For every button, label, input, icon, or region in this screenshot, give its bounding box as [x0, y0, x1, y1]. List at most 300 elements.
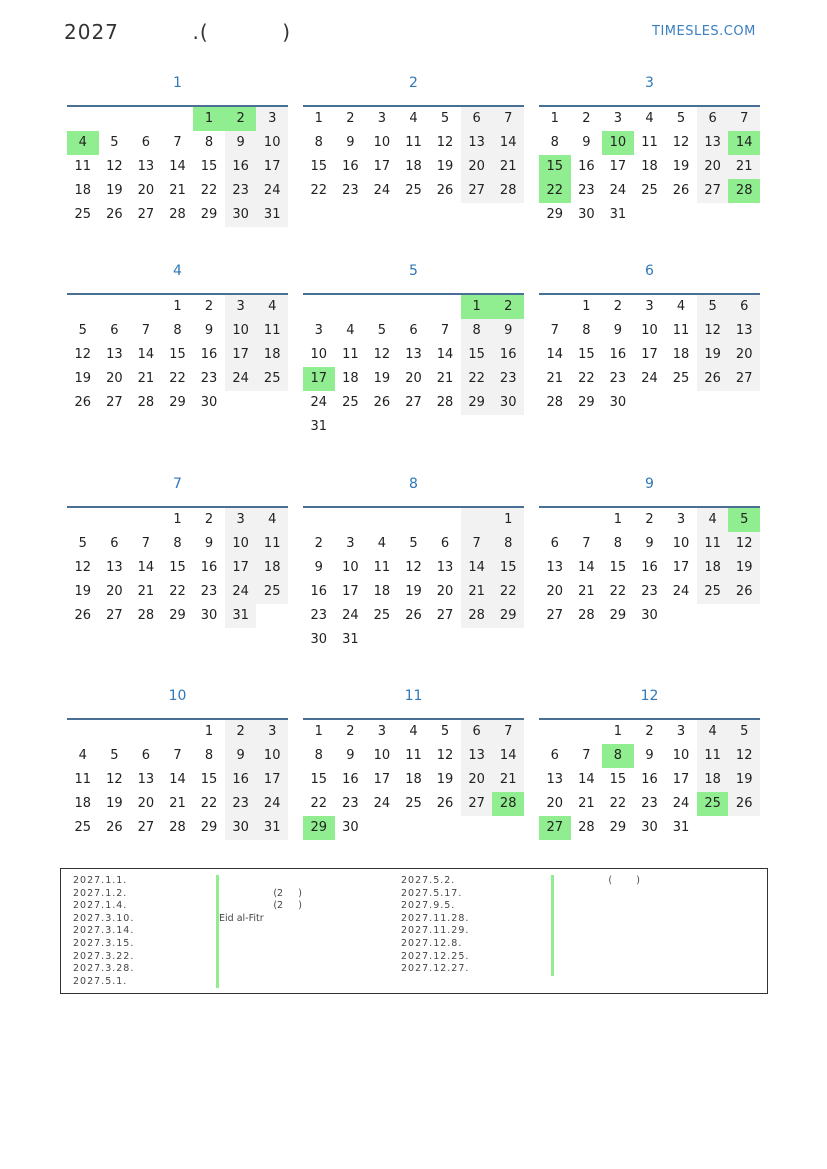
day-cell[interactable]: 30 [200, 608, 218, 623]
day-cell[interactable]: 9 [204, 536, 214, 551]
day-cell[interactable]: 15 [200, 772, 218, 787]
day-cell[interactable]: 22 [169, 584, 186, 599]
day-cell[interactable]: 22 [200, 183, 218, 198]
day-cell[interactable]: 4 [346, 323, 355, 338]
day-cell[interactable]: 19 [106, 183, 123, 198]
day-cell[interactable]: 2 [314, 536, 323, 551]
day-cell[interactable]: 29 [546, 207, 564, 222]
day-cell[interactable]: 5 [440, 724, 450, 739]
day-cell[interactable]: 9 [225, 131, 257, 155]
day-cell[interactable]: 4 [676, 299, 686, 314]
day-cell[interactable]: 26 [697, 367, 729, 391]
day-cell[interactable]: 1 [613, 724, 623, 739]
day-cell[interactable]: 26 [106, 820, 123, 835]
day-cell[interactable]: 3 [377, 724, 387, 739]
day-cell[interactable]: 19 [672, 159, 690, 174]
day-cell[interactable]: 1 [582, 299, 591, 314]
day-cell[interactable]: 10 [672, 748, 690, 763]
day-cell[interactable]: 26 [436, 796, 454, 811]
day-cell[interactable]: 21 [728, 155, 760, 179]
day-cell[interactable]: 28 [137, 395, 155, 410]
day-cell[interactable]: 1 [173, 512, 182, 527]
day-cell[interactable]: 30 [225, 203, 257, 227]
day-cell[interactable]: 23 [641, 796, 658, 811]
day-cell[interactable]: 9 [346, 748, 355, 763]
day-cell[interactable]: 8 [492, 532, 524, 556]
day-cell[interactable]: 4 [697, 720, 729, 744]
day-cell[interactable]: 19 [728, 556, 760, 580]
day-cell[interactable]: 14 [169, 159, 186, 174]
day-cell[interactable]: 13 [106, 347, 123, 362]
day-cell[interactable]: 21 [546, 371, 564, 386]
day-cell[interactable]: 25 [74, 820, 92, 835]
day-cell[interactable]: 17 [256, 155, 288, 179]
day-cell[interactable]: 29 [200, 207, 218, 222]
day-cell[interactable]: 16 [641, 772, 658, 787]
day-cell[interactable]: 23 [342, 796, 359, 811]
day-cell[interactable]: 3 [314, 323, 323, 338]
day-cell[interactable]: 2 [204, 512, 214, 527]
day-cell[interactable]: 3 [225, 508, 257, 532]
day-cell[interactable]: 12 [728, 532, 760, 556]
day-cell[interactable]: 12 [436, 748, 454, 763]
day-cell[interactable]: 13 [546, 560, 564, 575]
day-cell[interactable]: 4 [256, 508, 288, 532]
day-cell[interactable]: 25 [74, 207, 92, 222]
day-cell[interactable]: 4 [67, 131, 99, 155]
day-cell[interactable]: 2 [225, 107, 257, 131]
day-cell[interactable]: 29 [609, 820, 627, 835]
day-cell[interactable]: 27 [137, 207, 155, 222]
day-cell[interactable]: 2 [204, 299, 214, 314]
day-cell[interactable]: 24 [373, 183, 391, 198]
day-cell[interactable]: 30 [310, 632, 328, 647]
day-cell[interactable]: 23 [641, 584, 658, 599]
day-cell[interactable]: 30 [200, 395, 218, 410]
day-cell[interactable]: 14 [578, 772, 595, 787]
day-cell[interactable]: 6 [550, 748, 559, 763]
day-cell[interactable]: 21 [461, 580, 493, 604]
day-cell[interactable]: 15 [200, 159, 218, 174]
day-cell[interactable]: 17 [609, 159, 627, 174]
day-cell[interactable]: 16 [342, 772, 359, 787]
day-cell[interactable]: 31 [609, 207, 627, 222]
day-cell[interactable]: 25 [672, 371, 690, 386]
day-cell[interactable]: 8 [314, 748, 323, 763]
day-cell[interactable]: 29 [461, 391, 493, 415]
day-cell[interactable]: 15 [609, 560, 627, 575]
day-cell[interactable]: 27 [539, 816, 571, 840]
day-cell[interactable]: 13 [546, 772, 564, 787]
day-cell[interactable]: 3 [377, 111, 387, 126]
day-cell[interactable]: 4 [645, 111, 654, 126]
day-cell[interactable]: 23 [200, 371, 218, 386]
day-cell[interactable]: 26 [728, 792, 760, 816]
day-cell[interactable]: 29 [169, 395, 186, 410]
day-cell[interactable]: 28 [728, 179, 760, 203]
day-cell[interactable]: 17 [342, 584, 359, 599]
day-cell[interactable]: 23 [225, 179, 257, 203]
day-cell[interactable]: 27 [697, 179, 729, 203]
day-cell[interactable]: 8 [602, 744, 634, 768]
day-cell[interactable]: 3 [676, 724, 686, 739]
day-cell[interactable]: 6 [550, 536, 559, 551]
day-cell[interactable]: 19 [405, 584, 422, 599]
day-cell[interactable]: 12 [672, 135, 690, 150]
day-cell[interactable]: 17 [256, 768, 288, 792]
day-cell[interactable]: 3 [676, 512, 686, 527]
day-cell[interactable]: 11 [256, 319, 288, 343]
day-cell[interactable]: 27 [405, 395, 422, 410]
day-cell[interactable]: 12 [106, 772, 123, 787]
day-cell[interactable]: 29 [609, 608, 627, 623]
day-cell[interactable]: 10 [373, 135, 391, 150]
day-cell[interactable]: 10 [310, 347, 328, 362]
day-cell[interactable]: 7 [141, 323, 151, 338]
day-cell[interactable]: 15 [492, 556, 524, 580]
day-cell[interactable]: 18 [405, 772, 422, 787]
day-cell[interactable]: 10 [225, 532, 257, 556]
day-cell[interactable]: 17 [641, 347, 658, 362]
day-cell[interactable]: 2 [225, 720, 257, 744]
day-cell[interactable]: 12 [405, 560, 422, 575]
day-cell[interactable]: 1 [613, 512, 623, 527]
day-cell[interactable]: 12 [373, 347, 391, 362]
day-cell[interactable]: 17 [373, 772, 391, 787]
day-cell[interactable]: 5 [78, 536, 87, 551]
day-cell[interactable]: 7 [461, 532, 493, 556]
day-cell[interactable]: 17 [225, 343, 257, 367]
day-cell[interactable]: 14 [728, 131, 760, 155]
day-cell[interactable]: 31 [342, 632, 359, 647]
day-cell[interactable]: 28 [169, 207, 186, 222]
day-cell[interactable]: 6 [697, 107, 729, 131]
day-cell[interactable]: 30 [641, 820, 658, 835]
day-cell[interactable]: 29 [578, 395, 595, 410]
day-cell[interactable]: 7 [141, 536, 151, 551]
day-cell[interactable]: 5 [409, 536, 418, 551]
day-cell[interactable]: 26 [672, 183, 690, 198]
day-cell[interactable]: 11 [256, 532, 288, 556]
day-cell[interactable]: 24 [342, 608, 359, 623]
day-cell[interactable]: 5 [377, 323, 387, 338]
day-cell[interactable]: 18 [697, 556, 729, 580]
day-cell[interactable]: 15 [310, 159, 328, 174]
day-cell[interactable]: 19 [74, 584, 92, 599]
day-cell[interactable]: 9 [314, 560, 323, 575]
day-cell[interactable]: 8 [173, 323, 182, 338]
day-cell[interactable]: 20 [106, 584, 123, 599]
day-cell[interactable]: 20 [546, 796, 564, 811]
day-cell[interactable]: 15 [609, 772, 627, 787]
day-cell[interactable]: 21 [169, 183, 186, 198]
day-cell[interactable]: 11 [672, 323, 690, 338]
day-cell[interactable]: 11 [74, 772, 92, 787]
day-cell[interactable]: 29 [492, 604, 524, 628]
day-cell[interactable]: 19 [728, 768, 760, 792]
day-cell[interactable]: 15 [461, 343, 493, 367]
day-cell[interactable]: 27 [106, 395, 123, 410]
day-cell[interactable]: 28 [137, 608, 155, 623]
day-cell[interactable]: 18 [405, 159, 422, 174]
day-cell[interactable]: 7 [582, 748, 591, 763]
day-cell[interactable]: 14 [137, 560, 155, 575]
day-cell[interactable]: 13 [461, 744, 493, 768]
day-cell[interactable]: 14 [436, 347, 454, 362]
day-cell[interactable]: 20 [405, 371, 422, 386]
day-cell[interactable]: 6 [110, 323, 119, 338]
day-cell[interactable]: 27 [728, 367, 760, 391]
day-cell[interactable]: 13 [137, 159, 155, 174]
day-cell[interactable]: 5 [728, 508, 760, 532]
day-cell[interactable]: 11 [697, 744, 729, 768]
brand-logo-text[interactable]: TIMESLES.COM [652, 24, 756, 39]
day-cell[interactable]: 25 [256, 367, 288, 391]
day-cell[interactable]: 9 [225, 744, 257, 768]
day-cell[interactable]: 18 [342, 371, 359, 386]
day-cell[interactable]: 18 [256, 556, 288, 580]
day-cell[interactable]: 24 [609, 183, 627, 198]
day-cell[interactable]: 4 [377, 536, 387, 551]
day-cell[interactable]: 21 [137, 371, 155, 386]
day-cell[interactable]: 13 [461, 131, 493, 155]
day-cell[interactable]: 3 [256, 720, 288, 744]
day-cell[interactable]: 11 [342, 347, 359, 362]
day-cell[interactable]: 14 [492, 131, 524, 155]
day-cell[interactable]: 26 [728, 580, 760, 604]
day-cell[interactable]: 16 [225, 768, 257, 792]
day-cell[interactable]: 14 [461, 556, 493, 580]
day-cell[interactable]: 13 [106, 560, 123, 575]
day-cell[interactable]: 7 [492, 107, 524, 131]
day-cell[interactable]: 25 [342, 395, 359, 410]
day-cell[interactable]: 23 [492, 367, 524, 391]
day-cell[interactable]: 21 [578, 584, 595, 599]
day-cell[interactable]: 26 [405, 608, 422, 623]
day-cell[interactable]: 13 [436, 560, 454, 575]
day-cell[interactable]: 19 [436, 772, 454, 787]
day-cell[interactable]: 22 [310, 183, 328, 198]
day-cell[interactable]: 2 [645, 724, 654, 739]
day-cell[interactable]: 11 [373, 560, 391, 575]
day-cell[interactable]: 27 [546, 608, 564, 623]
day-cell[interactable]: 30 [492, 391, 524, 415]
day-cell[interactable]: 23 [609, 371, 627, 386]
day-cell[interactable]: 6 [141, 748, 151, 763]
day-cell[interactable]: 12 [74, 347, 92, 362]
day-cell[interactable]: 2 [645, 512, 654, 527]
day-cell[interactable]: 10 [672, 536, 690, 551]
day-cell[interactable]: 27 [461, 179, 493, 203]
day-cell[interactable]: 28 [436, 395, 454, 410]
day-cell[interactable]: 14 [546, 347, 564, 362]
day-cell[interactable]: 18 [373, 584, 391, 599]
day-cell[interactable]: 22 [169, 371, 186, 386]
day-cell[interactable]: 24 [641, 371, 658, 386]
day-cell[interactable]: 14 [578, 560, 595, 575]
day-cell[interactable]: 29 [200, 820, 218, 835]
day-cell[interactable]: 16 [578, 159, 595, 174]
day-cell[interactable]: 6 [461, 107, 493, 131]
day-cell[interactable]: 21 [492, 768, 524, 792]
day-cell[interactable]: 30 [342, 820, 359, 835]
day-cell[interactable]: 1 [461, 295, 493, 319]
day-cell[interactable]: 28 [169, 820, 186, 835]
day-cell[interactable]: 8 [550, 135, 559, 150]
day-cell[interactable]: 3 [346, 536, 355, 551]
day-cell[interactable]: 16 [342, 159, 359, 174]
day-cell[interactable]: 14 [137, 347, 155, 362]
day-cell[interactable]: 16 [641, 560, 658, 575]
day-cell[interactable]: 20 [137, 183, 155, 198]
day-cell[interactable]: 4 [256, 295, 288, 319]
day-cell[interactable]: 5 [697, 295, 729, 319]
day-cell[interactable]: 19 [74, 371, 92, 386]
day-cell[interactable]: 8 [314, 135, 323, 150]
day-cell[interactable]: 22 [539, 179, 571, 203]
day-cell[interactable]: 25 [697, 580, 729, 604]
day-cell[interactable]: 2 [613, 299, 623, 314]
day-cell[interactable]: 24 [256, 792, 288, 816]
day-cell[interactable]: 12 [728, 744, 760, 768]
day-cell[interactable]: 11 [697, 532, 729, 556]
day-cell[interactable]: 17 [373, 159, 391, 174]
day-cell[interactable]: 13 [137, 772, 155, 787]
day-cell[interactable]: 29 [303, 816, 335, 840]
day-cell[interactable]: 20 [436, 584, 454, 599]
day-cell[interactable]: 2 [346, 111, 355, 126]
day-cell[interactable]: 2 [582, 111, 591, 126]
day-cell[interactable]: 20 [728, 343, 760, 367]
day-cell[interactable]: 18 [641, 159, 658, 174]
day-cell[interactable]: 15 [578, 347, 595, 362]
day-cell[interactable]: 22 [609, 584, 627, 599]
day-cell[interactable]: 26 [74, 608, 92, 623]
day-cell[interactable]: 1 [314, 111, 323, 126]
day-cell[interactable]: 25 [256, 580, 288, 604]
day-cell[interactable]: 7 [492, 720, 524, 744]
day-cell[interactable]: 17 [672, 560, 690, 575]
day-cell[interactable]: 16 [609, 347, 627, 362]
day-cell[interactable]: 23 [578, 183, 595, 198]
day-cell[interactable]: 26 [373, 395, 391, 410]
day-cell[interactable]: 6 [440, 536, 450, 551]
day-cell[interactable]: 25 [697, 792, 729, 816]
day-cell[interactable]: 15 [169, 347, 186, 362]
day-cell[interactable]: 6 [141, 135, 151, 150]
day-cell[interactable]: 27 [461, 792, 493, 816]
day-cell[interactable]: 22 [461, 367, 493, 391]
day-cell[interactable]: 28 [492, 179, 524, 203]
day-cell[interactable]: 17 [225, 556, 257, 580]
day-cell[interactable]: 28 [578, 608, 595, 623]
day-cell[interactable]: 22 [492, 580, 524, 604]
day-cell[interactable]: 24 [310, 395, 328, 410]
day-cell[interactable]: 4 [409, 111, 418, 126]
day-cell[interactable]: 21 [436, 371, 454, 386]
day-cell[interactable]: 13 [697, 131, 729, 155]
day-cell[interactable]: 9 [645, 748, 654, 763]
day-cell[interactable]: 20 [461, 768, 493, 792]
day-cell[interactable]: 16 [225, 155, 257, 179]
day-cell[interactable]: 21 [137, 584, 155, 599]
day-cell[interactable]: 12 [697, 319, 729, 343]
day-cell[interactable]: 26 [106, 207, 123, 222]
day-cell[interactable]: 3 [645, 299, 654, 314]
day-cell[interactable]: 28 [492, 792, 524, 816]
day-cell[interactable]: 18 [256, 343, 288, 367]
day-cell[interactable]: 8 [461, 319, 493, 343]
day-cell[interactable]: 31 [256, 203, 288, 227]
day-cell[interactable]: 30 [641, 608, 658, 623]
day-cell[interactable]: 25 [405, 183, 422, 198]
day-cell[interactable]: 25 [641, 183, 658, 198]
day-cell[interactable]: 6 [409, 323, 418, 338]
day-cell[interactable]: 2 [346, 724, 355, 739]
day-cell[interactable]: 3 [225, 295, 257, 319]
day-cell[interactable]: 1 [550, 111, 559, 126]
day-cell[interactable]: 31 [310, 419, 328, 434]
day-cell[interactable]: 9 [582, 135, 591, 150]
day-cell[interactable]: 16 [200, 560, 218, 575]
day-cell[interactable]: 22 [578, 371, 595, 386]
day-cell[interactable]: 5 [676, 111, 686, 126]
day-cell[interactable]: 24 [225, 367, 257, 391]
day-cell[interactable]: 1 [204, 724, 214, 739]
day-cell[interactable]: 8 [173, 536, 182, 551]
day-cell[interactable]: 21 [578, 796, 595, 811]
day-cell[interactable]: 10 [641, 323, 658, 338]
day-cell[interactable]: 8 [582, 323, 591, 338]
day-cell[interactable]: 15 [310, 772, 328, 787]
day-cell[interactable]: 10 [256, 744, 288, 768]
day-cell[interactable]: 23 [310, 608, 328, 623]
day-cell[interactable]: 16 [200, 347, 218, 362]
day-cell[interactable]: 12 [436, 135, 454, 150]
day-cell[interactable]: 4 [78, 748, 87, 763]
day-cell[interactable]: 19 [697, 343, 729, 367]
day-cell[interactable]: 8 [204, 135, 214, 150]
day-cell[interactable]: 23 [225, 792, 257, 816]
day-cell[interactable]: 7 [582, 536, 591, 551]
day-cell[interactable]: 24 [225, 580, 257, 604]
day-cell[interactable]: 21 [492, 155, 524, 179]
day-cell[interactable]: 12 [74, 560, 92, 575]
day-cell[interactable]: 27 [436, 608, 454, 623]
day-cell[interactable]: 30 [609, 395, 627, 410]
day-cell[interactable]: 20 [106, 371, 123, 386]
day-cell[interactable]: 6 [728, 295, 760, 319]
day-cell[interactable]: 7 [728, 107, 760, 131]
day-cell[interactable]: 5 [440, 111, 450, 126]
day-cell[interactable]: 10 [602, 131, 634, 155]
day-cell[interactable]: 7 [550, 323, 559, 338]
day-cell[interactable]: 20 [461, 155, 493, 179]
day-cell[interactable]: 10 [373, 748, 391, 763]
day-cell[interactable]: 19 [106, 796, 123, 811]
day-cell[interactable]: 26 [74, 395, 92, 410]
day-cell[interactable]: 30 [225, 816, 257, 840]
day-cell[interactable]: 28 [578, 820, 595, 835]
day-cell[interactable]: 6 [110, 536, 119, 551]
day-cell[interactable]: 14 [492, 744, 524, 768]
day-cell[interactable]: 5 [728, 720, 760, 744]
day-cell[interactable]: 25 [405, 796, 422, 811]
day-cell[interactable]: 1 [492, 508, 524, 532]
day-cell[interactable]: 9 [645, 536, 654, 551]
day-cell[interactable]: 23 [342, 183, 359, 198]
day-cell[interactable]: 17 [303, 367, 335, 391]
